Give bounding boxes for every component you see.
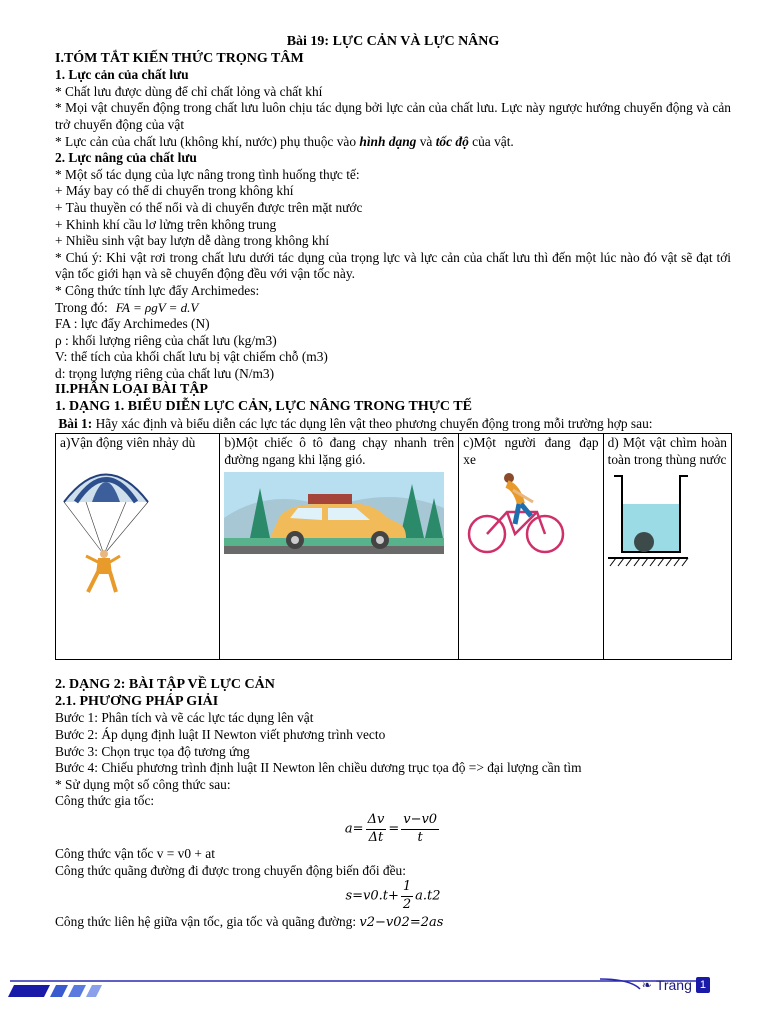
lift-line-1: * Một số tác dụng của lực nâng trong tình huống thực tế:	[55, 166, 360, 182]
page-footer	[642, 977, 710, 993]
drag-line-3: * Lực cản của chất lưu (không khí, nước) phụ thuộc vào hình dạng và tốc độ của vật.	[55, 133, 514, 149]
def-volume: V: thể tích của khối chất lưu bị vật chiếm chỗ (m3)	[55, 349, 328, 365]
step-4: Bước 4: Chiếu phương trình định luật II Newton lên chiều dương trục tọa độ => đại lượng cần tìm	[55, 760, 582, 776]
type2-heading: 2. DẠNG 2: BÀI TẬP VỀ LỰC CẢN	[55, 677, 275, 693]
lift-line-2: + Máy bay có thể di chuyển trong không khí	[55, 183, 294, 199]
parachute-illustration	[56, 452, 216, 602]
velocity-formula: Công thức vận tốc v = v0 + at	[55, 846, 215, 862]
archimedes-formula: FA = ρgV = d.V	[115, 299, 199, 315]
formula-intro: * Sử dụng một số công thức sau:	[55, 776, 231, 792]
case-a-cell	[56, 434, 220, 660]
cyclist-illustration	[459, 468, 599, 560]
drag-line-1: * Chất lưu được dùng để chỉ chất lỏng và chất khí	[55, 83, 323, 99]
exercise-1: Bài 1: Hãy xác định và biểu diễn các lực tác dụng lên vật theo phương chuyển động trong mỗi trường hợp sau:	[58, 415, 653, 431]
document-page	[55, 34, 731, 931]
distance-label: Công thức quãng đường đi được trong chuyển động biến đổi đều:	[55, 862, 406, 878]
subheading-drag-force: 1. Lực cản của chất lưu	[55, 67, 189, 83]
formula-where-label: Trong đó:	[55, 299, 108, 315]
def-weight: d: trọng lượng riêng của chất lưu (N/m3)	[55, 365, 275, 381]
footer-label: Trang	[655, 977, 692, 993]
lift-note: * Chú ý: Khi vật rơi trong chất lưu dưới tác dụng của trọng lực và lực cản của chất lưu thì đến một lúc nào đó vật sẽ đạt tới vận tốc giới hạn và sẽ chuyển động đều với vận tốc này.	[55, 249, 731, 282]
case-c-cell	[459, 434, 603, 660]
formula-row	[55, 300, 731, 317]
lift-line-5: + Nhiều sinh vật bay lượn dễ dàng trong không khí	[55, 233, 330, 249]
archimedes-formula-label: * Công thức tính lực đẩy Archimedes:	[55, 282, 260, 298]
footer-ornament-icon: ❧	[641, 978, 652, 992]
lesson-title: Bài 19: LỰC CẢN VÀ LỰC NÂNG	[286, 34, 500, 49]
step-1: Bước 1: Phân tích và vẽ các lực tác dụng lên vật	[55, 710, 314, 726]
step-3: Bước 3: Chọn trục tọa độ tương ứng	[55, 743, 250, 759]
car-illustration	[220, 468, 452, 564]
drag-line-2: * Mọi vật chuyển động trong chất lưu luôn chịu tác dụng bởi lực cản của chất lưu. Lực này ngược hướng chuyển động và cản trở chuyển động của vật	[55, 100, 731, 132]
accel-label: Công thức gia tốc:	[55, 793, 155, 809]
def-fa: FA : lực đẩy Archimedes (N)	[55, 316, 210, 332]
distance-equation: s=v0.t+ $\frac{1}{2}$ a.t2	[345, 879, 441, 912]
case-d-cell	[603, 434, 731, 660]
accel-equation: a= $\frac{\Delta v}{\Delta t}$ = $\frac{v-v0}{t}$	[344, 812, 438, 845]
water-tank-illustration	[604, 468, 728, 578]
case-c-text: c)Một người đang đạp xe	[463, 435, 599, 467]
lift-line-3: + Tàu thuyền có thể nổi và di chuyển được trên mặt nước	[55, 199, 363, 215]
step-2: Bước 2: Áp dụng định luật II Newton viết phương trình vecto	[55, 727, 386, 743]
case-b-text: b)Một chiếc ô tô đang chạy nhanh trên đường ngang khi lặng gió.	[224, 435, 455, 467]
subheading-lift-force: 2. Lực nâng của chất lưu	[55, 150, 197, 166]
section-summary-heading: I.TÓM TẮT KIẾN THỨC TRỌNG TÂM	[55, 50, 304, 66]
case-b-cell	[220, 434, 459, 660]
exercise-table	[55, 433, 732, 660]
def-rho: ρ : khối lượng riêng của chất lưu (kg/m3)	[55, 332, 277, 348]
page-number: 1	[696, 977, 710, 993]
relation-line: Công thức liên hệ giữa vận tốc, gia tốc và quãng đường: v2−v02=2as	[55, 913, 444, 930]
type1-heading: 1. DẠNG 1. BIỂU DIỄN LỰC CẢN, LỰC NÂNG TRONG THỰC TẾ	[55, 399, 472, 415]
case-a-text: a)Vận động viên nhảy dù	[60, 435, 196, 451]
section-exercises-heading: II.PHÂN LOẠI BÀI TẬP	[55, 382, 208, 398]
method-heading: 2.1. PHƯƠNG PHÁP GIẢI	[55, 693, 219, 709]
lift-line-4: + Khinh khí cầu lơ lửng trên không trung	[55, 216, 277, 232]
case-d-text: d) Một vật chìm hoàn toàn trong thùng nước	[607, 435, 727, 467]
